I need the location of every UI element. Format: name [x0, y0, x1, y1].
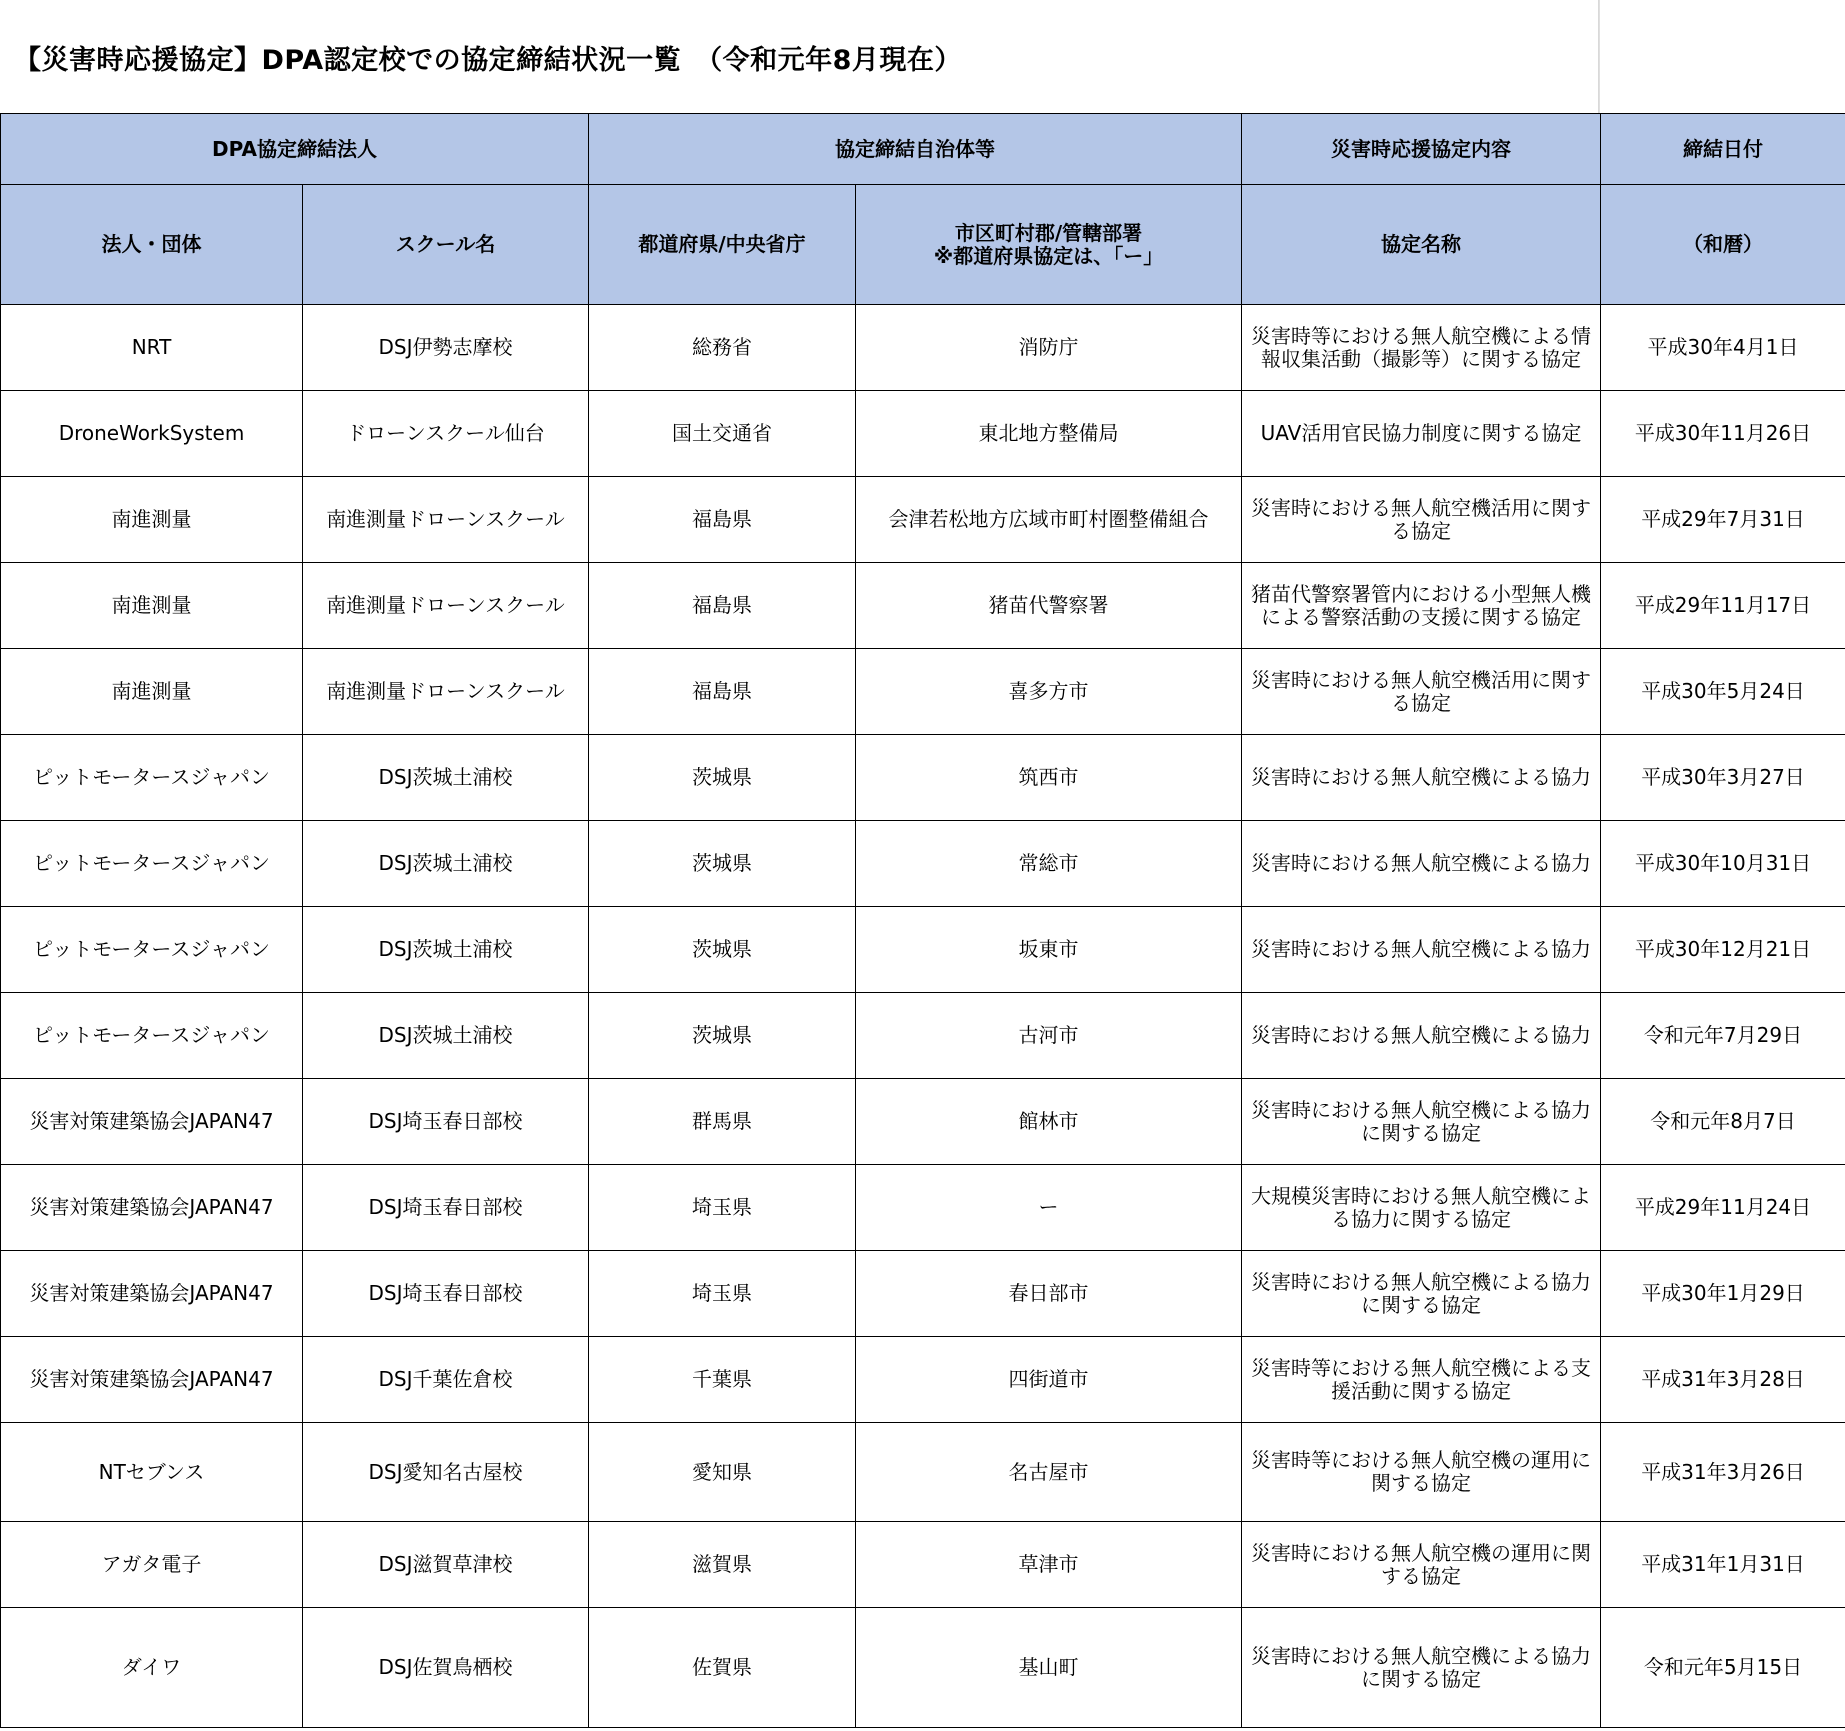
cell-prefecture: 福島県 — [589, 477, 856, 563]
table-row — [1, 305, 1845, 391]
cell-agreement: 災害時における無人航空機による協力に関する協定 — [1242, 1251, 1601, 1337]
cell-school: DSJ埼玉春日部校 — [303, 1251, 589, 1337]
cell-school: DSJ茨城土浦校 — [303, 907, 589, 993]
header-group-date: 締結日付 — [1601, 114, 1845, 185]
cell-city: 草津市 — [856, 1522, 1242, 1608]
table-row — [1, 1337, 1845, 1423]
page-title: 【災害時応援協定】DPA認定校での協定締結状況一覧 （令和元年8月現在） — [14, 45, 962, 76]
header-city-line1: 市区町村郡/管轄部署 — [954, 220, 1143, 245]
cell-date: 平成31年3月26日 — [1601, 1423, 1845, 1522]
cell-prefecture: 埼玉県 — [589, 1251, 856, 1337]
header-agreement: 協定名称 — [1242, 185, 1601, 305]
cell-prefecture: 茨城県 — [589, 993, 856, 1079]
cell-agreement: UAV活用官民協力制度に関する協定 — [1242, 391, 1601, 477]
cell-city: 東北地方整備局 — [856, 391, 1242, 477]
cell-city: 古河市 — [856, 993, 1242, 1079]
cell-date: 平成30年5月24日 — [1601, 649, 1845, 735]
cell-agreement: 災害時における無人航空機の運用に関する協定 — [1242, 1522, 1601, 1608]
table-row — [1, 1165, 1845, 1251]
cell-school: DSJ茨城土浦校 — [303, 821, 589, 907]
table-row — [1, 391, 1845, 477]
table-row — [1, 907, 1845, 993]
cell-school: 南進測量ドローンスクール — [303, 649, 589, 735]
header-row-columns — [1, 185, 1845, 305]
cell-agreement: 災害時における無人航空機による協力に関する協定 — [1242, 1608, 1601, 1728]
table-row — [1, 821, 1845, 907]
cell-date: 令和元年5月15日 — [1601, 1608, 1845, 1728]
table-row — [1, 649, 1845, 735]
cell-date: 平成29年11月24日 — [1601, 1165, 1845, 1251]
cell-city: 坂東市 — [856, 907, 1242, 993]
header-prefecture: 都道府県/中央省庁 — [589, 185, 856, 305]
cell-corp: 南進測量 — [1, 649, 303, 735]
header-group-municipality: 協定締結自治体等 — [589, 114, 1242, 185]
cell-corp: NRT — [1, 305, 303, 391]
cell-corp: 南進測量 — [1, 477, 303, 563]
cell-school: 南進測量ドローンスクール — [303, 563, 589, 649]
header-city — [856, 185, 1242, 305]
cell-agreement: 災害時等における無人航空機による支援活動に関する協定 — [1242, 1337, 1601, 1423]
cell-city: 春日部市 — [856, 1251, 1242, 1337]
cell-date: 平成30年4月1日 — [1601, 305, 1845, 391]
cell-prefecture: 茨城県 — [589, 735, 856, 821]
table-row — [1, 993, 1845, 1079]
cell-city: 常総市 — [856, 821, 1242, 907]
cell-city: 名古屋市 — [856, 1423, 1242, 1522]
title-area — [0, 0, 1599, 113]
cell-corp: DroneWorkSystem — [1, 391, 303, 477]
cell-prefecture: 滋賀県 — [589, 1522, 856, 1608]
table-row — [1, 1608, 1845, 1728]
cell-agreement: 災害時における無人航空機活用に関する協定 — [1242, 649, 1601, 735]
cell-school: 南進測量ドローンスクール — [303, 477, 589, 563]
table-row — [1, 477, 1845, 563]
cell-date: 平成30年11月26日 — [1601, 391, 1845, 477]
title-right-cell — [1599, 0, 1845, 113]
cell-corp: ダイワ — [1, 1608, 303, 1728]
cell-corp: 災害対策建築協会JAPAN47 — [1, 1337, 303, 1423]
cell-prefecture: 総務省 — [589, 305, 856, 391]
cell-school: DSJ茨城土浦校 — [303, 993, 589, 1079]
cell-corp: ピットモータースジャパン — [1, 821, 303, 907]
cell-city: 喜多方市 — [856, 649, 1242, 735]
cell-agreement: 災害時等における無人航空機の運用に関する協定 — [1242, 1423, 1601, 1522]
cell-date: 平成31年1月31日 — [1601, 1522, 1845, 1608]
cell-date: 平成29年7月31日 — [1601, 477, 1845, 563]
cell-date: 平成29年11月17日 — [1601, 563, 1845, 649]
cell-school: DSJ茨城土浦校 — [303, 735, 589, 821]
cell-corp: ピットモータースジャパン — [1, 907, 303, 993]
header-corp: 法人・団体 — [1, 185, 303, 305]
cell-prefecture: 福島県 — [589, 649, 856, 735]
cell-date: 平成31年3月28日 — [1601, 1337, 1845, 1423]
cell-school: DSJ滋賀草津校 — [303, 1522, 589, 1608]
cell-school: DSJ愛知名古屋校 — [303, 1423, 589, 1522]
cell-city: 猪苗代警察署 — [856, 563, 1242, 649]
cell-corp: 南進測量 — [1, 563, 303, 649]
cell-prefecture: 埼玉県 — [589, 1165, 856, 1251]
cell-corp: 災害対策建築協会JAPAN47 — [1, 1079, 303, 1165]
cell-school: DSJ埼玉春日部校 — [303, 1165, 589, 1251]
cell-prefecture: 愛知県 — [589, 1423, 856, 1522]
cell-agreement: 大規模災害時における無人航空機による協力に関する協定 — [1242, 1165, 1601, 1251]
table-row — [1, 1079, 1845, 1165]
cell-city: ー — [856, 1165, 1242, 1251]
cell-school: ドローンスクール仙台 — [303, 391, 589, 477]
cell-city: 基山町 — [856, 1608, 1242, 1728]
cell-date: 令和元年7月29日 — [1601, 993, 1845, 1079]
cell-corp: ピットモータースジャパン — [1, 735, 303, 821]
cell-prefecture: 福島県 — [589, 563, 856, 649]
header-group-corp: DPA協定締結法人 — [1, 114, 589, 185]
table-row — [1, 563, 1845, 649]
cell-agreement: 猪苗代警察署管内における小型無人機による警察活動の支援に関する協定 — [1242, 563, 1601, 649]
cell-agreement: 災害時における無人航空機活用に関する協定 — [1242, 477, 1601, 563]
cell-city: 四街道市 — [856, 1337, 1242, 1423]
header-city-line2: ※都道府県協定は、「ー」 — [933, 243, 1164, 268]
cell-agreement: 災害時における無人航空機による協力 — [1242, 993, 1601, 1079]
cell-date: 平成30年1月29日 — [1601, 1251, 1845, 1337]
table-row — [1, 1522, 1845, 1608]
cell-prefecture: 群馬県 — [589, 1079, 856, 1165]
cell-agreement: 災害時における無人航空機による協力 — [1242, 907, 1601, 993]
header-school: スクール名 — [303, 185, 589, 305]
cell-prefecture: 国土交通省 — [589, 391, 856, 477]
cell-prefecture: 茨城県 — [589, 821, 856, 907]
cell-corp: ピットモータースジャパン — [1, 993, 303, 1079]
cell-school: DSJ佐賀鳥栖校 — [303, 1608, 589, 1728]
cell-prefecture: 茨城県 — [589, 907, 856, 993]
cell-city: 消防庁 — [856, 305, 1242, 391]
cell-prefecture: 佐賀県 — [589, 1608, 856, 1728]
table-row — [1, 1423, 1845, 1522]
cell-city: 会津若松地方広域市町村圏整備組合 — [856, 477, 1242, 563]
cell-school: DSJ埼玉春日部校 — [303, 1079, 589, 1165]
table-row — [1, 1251, 1845, 1337]
cell-agreement: 災害時における無人航空機による協力に関する協定 — [1242, 1079, 1601, 1165]
cell-city: 筑西市 — [856, 735, 1242, 821]
header-group-content: 災害時応援協定内容 — [1242, 114, 1601, 185]
cell-school: DSJ千葉佐倉校 — [303, 1337, 589, 1423]
cell-agreement: 災害時における無人航空機による協力 — [1242, 821, 1601, 907]
header-row-group — [1, 114, 1845, 185]
cell-date: 平成30年12月21日 — [1601, 907, 1845, 993]
cell-prefecture: 千葉県 — [589, 1337, 856, 1423]
cell-agreement: 災害時等における無人航空機による情報収集活動（撮影等）に関する協定 — [1242, 305, 1601, 391]
cell-corp: NTセブンス — [1, 1423, 303, 1522]
cell-corp: アガタ電子 — [1, 1522, 303, 1608]
table-row — [1, 735, 1845, 821]
cell-date: 令和元年8月7日 — [1601, 1079, 1845, 1165]
header-date: （和暦） — [1601, 185, 1845, 305]
cell-date: 平成30年10月31日 — [1601, 821, 1845, 907]
cell-agreement: 災害時における無人航空機による協力 — [1242, 735, 1601, 821]
cell-date: 平成30年3月27日 — [1601, 735, 1845, 821]
cell-school: DSJ伊勢志摩校 — [303, 305, 589, 391]
agreement-table — [0, 113, 1845, 1728]
cell-corp: 災害対策建築協会JAPAN47 — [1, 1165, 303, 1251]
cell-city: 館林市 — [856, 1079, 1242, 1165]
cell-corp: 災害対策建築協会JAPAN47 — [1, 1251, 303, 1337]
